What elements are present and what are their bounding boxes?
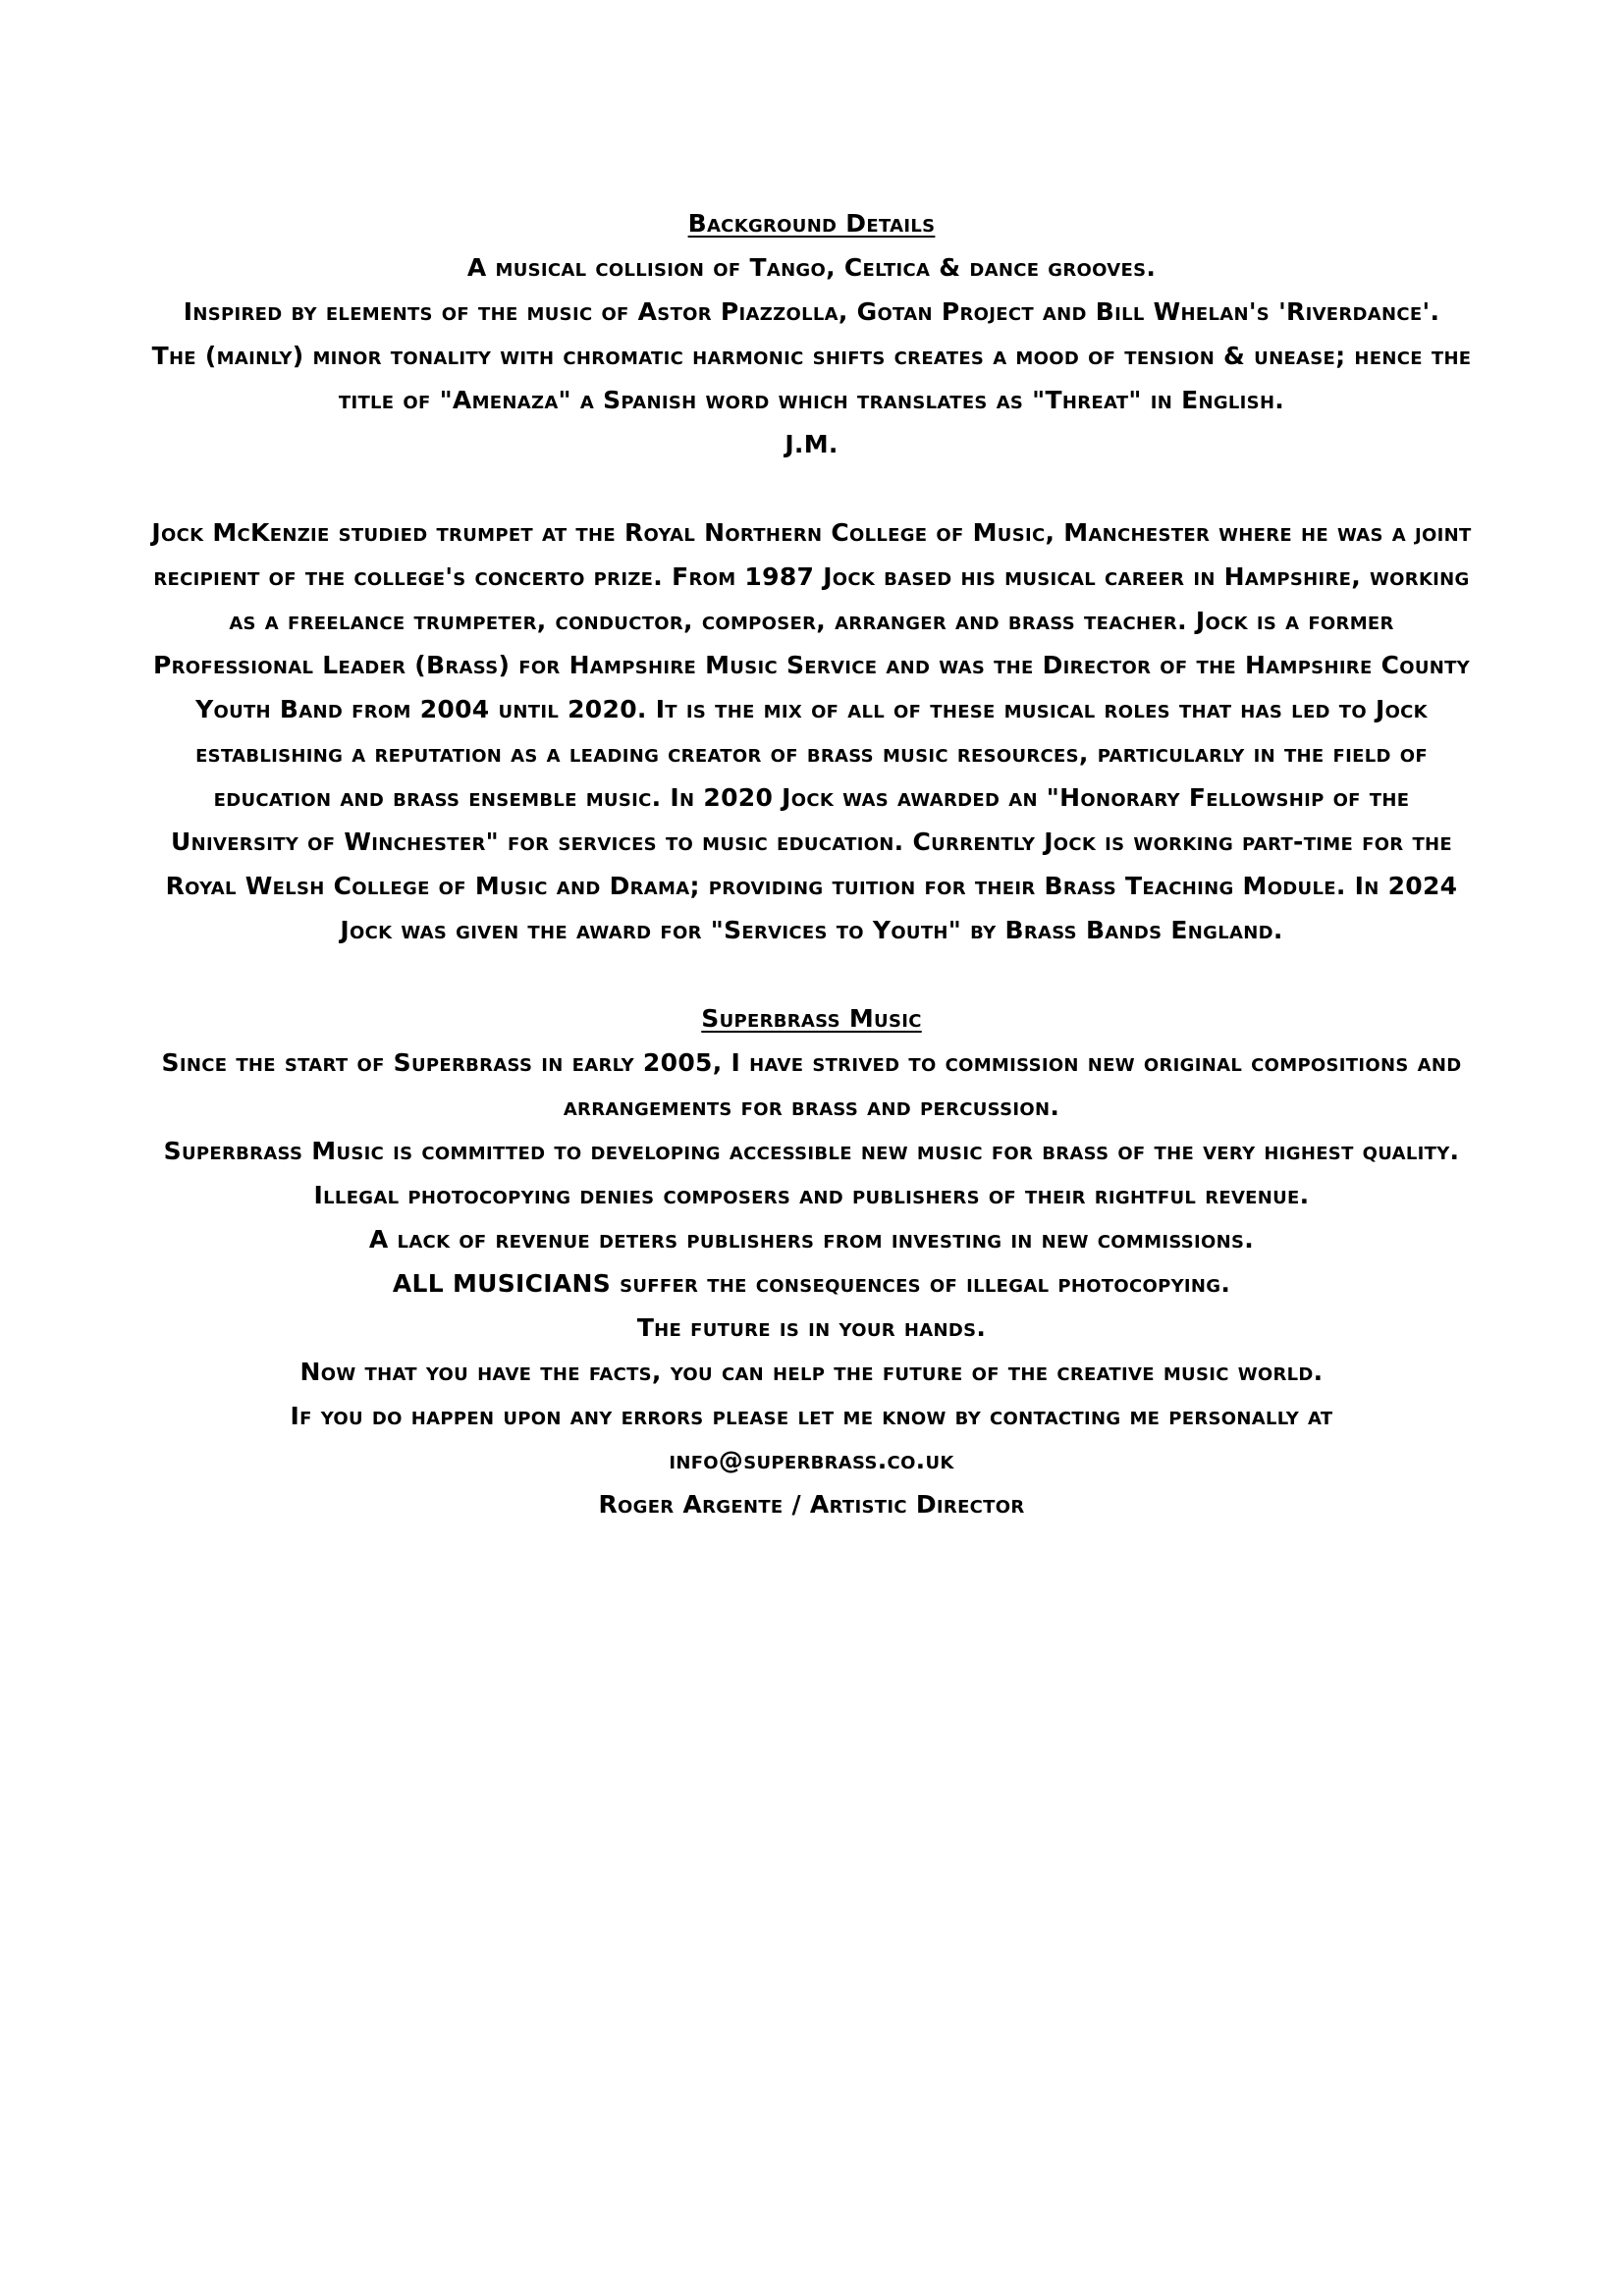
superbrass-line-7: Now that you have the facts, you can help the future of the creative music world. xyxy=(299,1358,1324,1386)
background-line-3: The (mainly) minor tonality with chromatic harmonic shifts creates a mood of tension & unease; hence the title of "Amenaza" a Spanish word which translates as "Threat" in English. xyxy=(151,342,1472,414)
superbrass-heading: Superbrass Music xyxy=(701,1004,922,1033)
background-signature: J.M. xyxy=(784,430,839,458)
all-musicians-emphasis: ALL MUSICIANS xyxy=(392,1269,612,1298)
spacer xyxy=(147,466,1476,510)
superbrass-line-2: Superbrass Music is committed to developing accessible new music for brass of the very highest quality. xyxy=(163,1137,1460,1165)
superbrass-line-6: The future is in your hands. xyxy=(636,1313,987,1342)
signoff: Roger Argente / Artistic Director xyxy=(598,1490,1025,1519)
background-line-2: Inspired by elements of the music of Astor Piazzolla, Gotan Project and Bill Whelan's 'Riverdance'. xyxy=(183,297,1440,326)
background-line-1: A musical collision of Tango, Celtica & dance grooves. xyxy=(466,253,1157,282)
composer-biography: Jock McKenzie studied trumpet at the Royal Northern College of Music, Manchester where he was a joint recipient of the college's concerto prize. From 1987 Jock based his musical career in Hampshire, working as a freelance trumpeter, conductor, composer, arranger and brass teacher. Jock is a former Professional Leader (Brass) for Hampshire Music Service and was the Director of the Hampshire County Youth Band from 2004 until 2020. It is the mix of all of these musical roles that has led to Jock establishing a reputation as a leading creator of brass music resources, particularly in the field of education and brass ensemble music. In 2020 Jock was awarded an "Honorary Fellowship of the University of Winchester" for services to music education. Currently Jock is working part-time for the Royal Welsh College of Music and Drama; providing tuition for their Brass Teaching Module. In 2024 Jock was given the award for "Services to Youth" by Brass Bands England. xyxy=(151,518,1472,944)
background-heading: Background Details xyxy=(687,209,936,238)
spacer xyxy=(147,952,1476,996)
contact-email: info@superbrass.co.uk xyxy=(669,1446,954,1474)
superbrass-line-8: If you do happen upon any errors please let me know by contacting me personally at xyxy=(290,1402,1333,1430)
superbrass-line-4: A lack of revenue deters publishers from investing in new commissions. xyxy=(368,1225,1255,1254)
document-page xyxy=(147,201,1476,1526)
superbrass-line-1: Since the start of Superbrass in early 2005, I have strived to commission new original compositions and arrangements for brass and percussion. xyxy=(161,1048,1462,1121)
superbrass-line-5-rest: suffer the consequences of illegal photocopying. xyxy=(611,1269,1231,1298)
superbrass-line-3: Illegal photocopying denies composers and publishers of their rightful revenue. xyxy=(313,1181,1310,1209)
superbrass-line-5 xyxy=(147,1261,1476,1306)
